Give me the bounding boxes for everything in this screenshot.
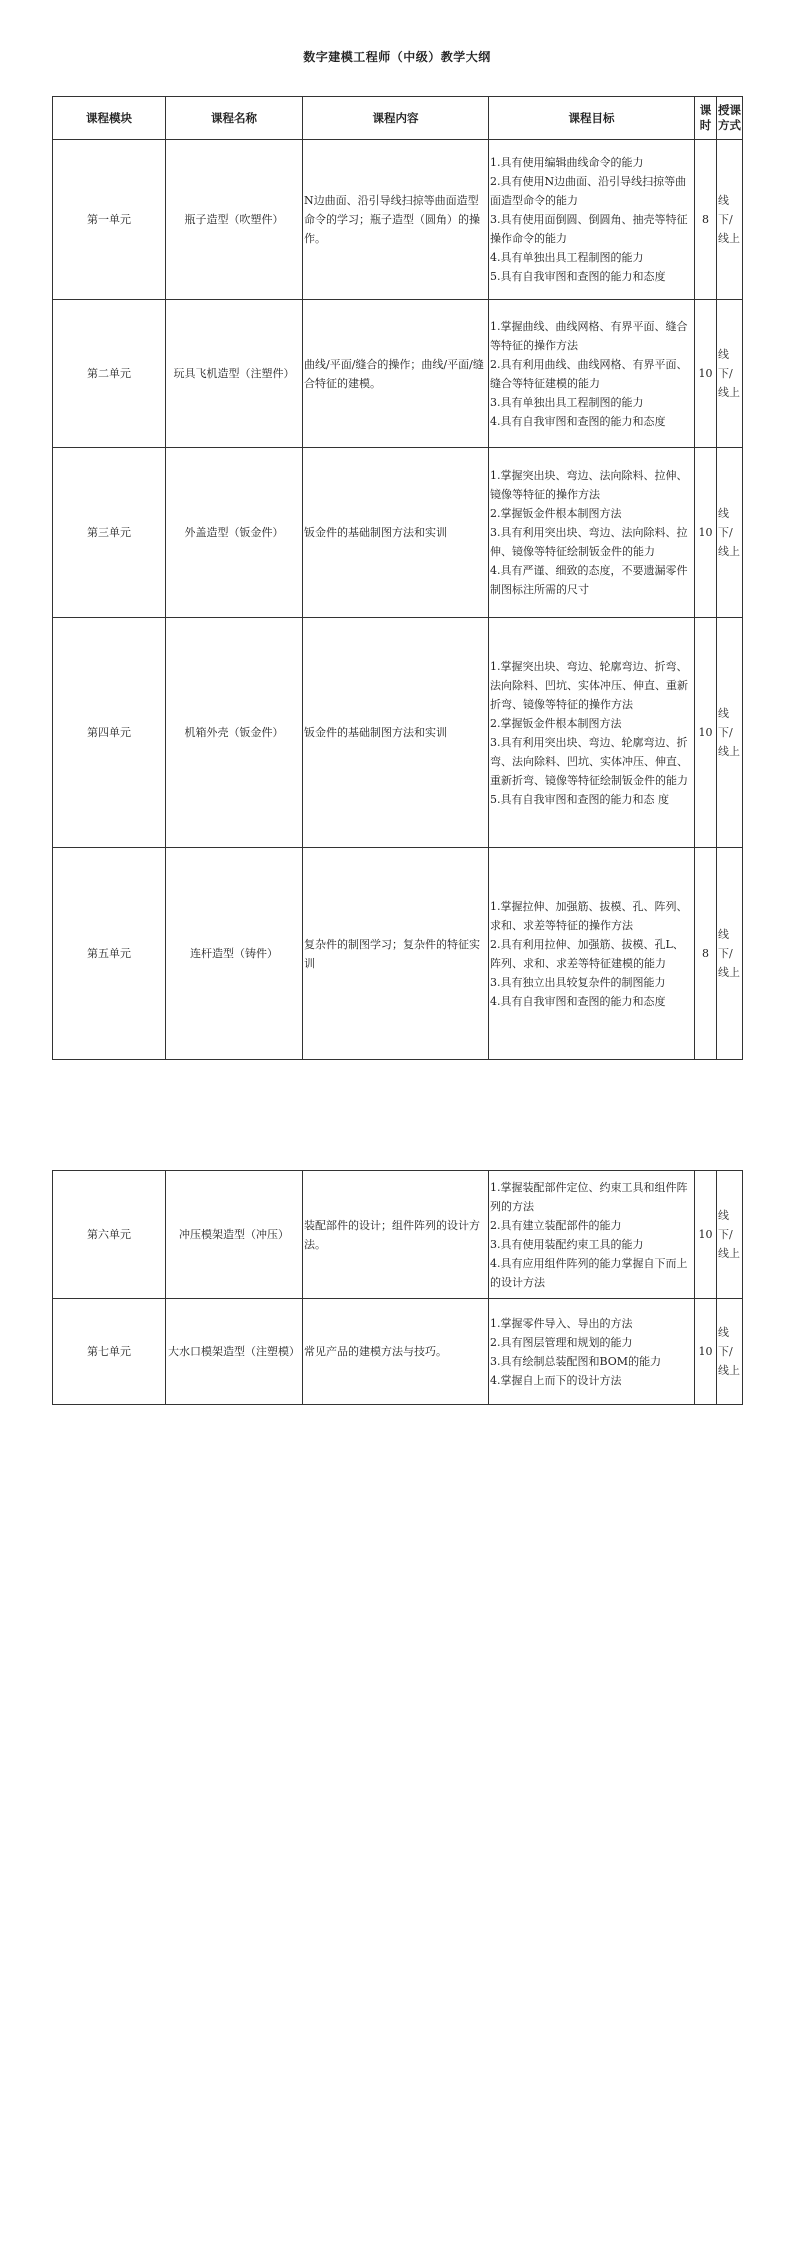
header-course-name: 课程名称 bbox=[166, 97, 303, 140]
course-goals-cell bbox=[489, 448, 695, 618]
table-header-row bbox=[53, 97, 743, 140]
goal-item: 1.掌握曲线、曲线网格、有界平面、缝合等特征的操作方法 bbox=[490, 319, 688, 352]
course-goals-cell bbox=[489, 140, 695, 300]
goal-item: 1.掌握零件导入、导出的方法 bbox=[490, 1316, 633, 1330]
goal-item: 4.具有自我审图和查图的能力和态度 bbox=[490, 414, 666, 428]
goal-item: 1.掌握突出块、弯边、轮廓弯边、折弯、法向除料、凹坑、实体冲压、伸直、重新折弯、镜像等特征的操作方法 bbox=[490, 659, 688, 711]
goal-item: 1.掌握装配部件定位、约束工具和组件阵列的方法 bbox=[490, 1180, 688, 1213]
goal-item: 4.掌握自上而下的设计方法 bbox=[490, 1373, 622, 1387]
course-name-cell: 瓶子造型（吹塑件） bbox=[166, 140, 303, 300]
hours-cell: 10 bbox=[695, 448, 717, 618]
document-title: 数字建模工程师（中级）教学大纲 bbox=[303, 50, 491, 64]
course-content-cell: 曲线/平面/缝合的操作；曲线/平面/缝合特征的建模。 bbox=[303, 300, 489, 448]
goal-item: 5.具有自我审图和查图的能力和态度 bbox=[490, 270, 666, 283]
goal-item: 3.具有使用面倒圆、倒圆角、抽壳等特征操作命令的能力 bbox=[490, 213, 688, 245]
course-goals-cell bbox=[489, 300, 695, 448]
course-name-cell: 大水口模架造型（注塑模） bbox=[166, 1299, 303, 1405]
header-module: 课程模块 bbox=[53, 97, 166, 140]
module-cell: 第七单元 bbox=[53, 1299, 166, 1405]
method-cell: 线下/线上 bbox=[717, 140, 743, 300]
module-cell: 第一单元 bbox=[53, 140, 166, 300]
course-goals-cell bbox=[489, 618, 695, 848]
module-cell: 第三单元 bbox=[53, 448, 166, 618]
table-body-part-2 bbox=[53, 1171, 743, 1405]
course-name-cell: 玩具飞机造型（注塑件） bbox=[166, 300, 303, 448]
table-row bbox=[53, 140, 743, 300]
goal-item: 1.掌握突出块、弯边、法向除料、拉伸、镜像等特征的操作方法 bbox=[490, 469, 688, 501]
table-row bbox=[53, 618, 743, 848]
goal-item: 5.具有自我审图和查图的能力和态 度 bbox=[490, 792, 669, 806]
method-cell: 线下/线上 bbox=[717, 448, 743, 618]
syllabus-table-part-2 bbox=[52, 1170, 743, 1405]
hours-cell: 10 bbox=[695, 300, 717, 448]
method-cell: 线下/线上 bbox=[717, 618, 743, 848]
goal-item: 2.具有利用拉伸、加强筋、拔模、孔L、阵列、求和、求差等特征建模的能力 bbox=[490, 937, 684, 970]
goal-item: 3.具有绘制总装配图和BOM的能力 bbox=[490, 1354, 662, 1368]
course-content-cell: 钣金件的基础制图方法和实训 bbox=[303, 448, 489, 618]
module-cell: 第二单元 bbox=[53, 300, 166, 448]
hours-cell: 8 bbox=[695, 140, 717, 300]
course-content-cell: N边曲面、沿引导线扫掠等曲面造型命令的学习；瓶子造型（圆角）的操作。 bbox=[303, 140, 489, 300]
course-goals-cell bbox=[489, 848, 695, 1060]
table-row bbox=[53, 1171, 743, 1299]
goal-item: 1.掌握拉伸、加强筋、拔模、孔、阵列、求和、求差等特征的操作方法 bbox=[490, 899, 688, 932]
method-cell: 线下/线上 bbox=[717, 1299, 743, 1405]
method-cell: 线下/线上 bbox=[717, 848, 743, 1060]
course-name-cell: 外盖造型（钣金件） bbox=[166, 448, 303, 618]
course-name-cell: 冲压模架造型（冲压） bbox=[166, 1171, 303, 1299]
goal-item: 1.具有使用编辑曲线命令的能力 bbox=[490, 156, 644, 169]
hours-cell: 10 bbox=[695, 1171, 717, 1299]
goal-item: 3.具有独立出具较复杂件的制图能力 bbox=[490, 975, 666, 989]
goal-item: 4.具有单独出具工程制图的能力 bbox=[490, 251, 644, 264]
course-goals-cell bbox=[489, 1171, 695, 1299]
header-course-goals: 课程目标 bbox=[489, 97, 695, 140]
goal-item: 2.掌握钣金件根本制图方法 bbox=[490, 716, 622, 730]
table-body-part-1 bbox=[53, 140, 743, 1060]
hours-cell: 10 bbox=[695, 618, 717, 848]
header-hours: 课时 bbox=[695, 97, 717, 140]
table-row bbox=[53, 300, 743, 448]
course-content-cell: 钣金件的基础制图方法和实训 bbox=[303, 618, 489, 848]
hours-cell: 8 bbox=[695, 848, 717, 1060]
module-cell: 第四单元 bbox=[53, 618, 166, 848]
module-cell: 第五单元 bbox=[53, 848, 166, 1060]
module-cell: 第六单元 bbox=[53, 1171, 166, 1299]
goal-item: 3.具有单独出具工程制图的能力 bbox=[490, 395, 644, 409]
goal-item: 4.具有应用组件阵列的能力掌握自下而上的设计方法 bbox=[490, 1256, 688, 1289]
goal-item: 2.具有利用曲线、曲线网格、有界平面、缝合等特征建模的能力 bbox=[490, 357, 688, 390]
header-course-content: 课程内容 bbox=[303, 97, 489, 140]
method-cell: 线下/线上 bbox=[717, 1171, 743, 1299]
goal-item: 4.具有自我审图和查图的能力和态度 bbox=[490, 994, 666, 1008]
course-content-cell: 复杂件的制图学习；复杂件的特征实训 bbox=[303, 848, 489, 1060]
table-row bbox=[53, 448, 743, 618]
goal-item: 3.具有利用突出块、弯边、法向除料、拉伸、镜像等特征绘制钣金件的能力 bbox=[490, 526, 688, 558]
goal-item: 2.具有图层管理和规划的能力 bbox=[490, 1335, 633, 1349]
goal-item: 4.具有严谨、细致的态度，不要遗漏零件制图标注所需的尺寸 bbox=[490, 564, 688, 596]
goal-item: 3.具有使用装配约束工具的能力 bbox=[490, 1237, 644, 1251]
syllabus-table-part-1 bbox=[52, 96, 743, 1060]
table-row bbox=[53, 848, 743, 1060]
table-row bbox=[53, 1299, 743, 1405]
course-content-cell: 常见产品的建模方法与技巧。 bbox=[303, 1299, 489, 1405]
method-cell: 线下/线上 bbox=[717, 300, 743, 448]
goal-item: 2.具有建立装配部件的能力 bbox=[490, 1218, 622, 1232]
course-name-cell: 连杆造型（铸件） bbox=[166, 848, 303, 1060]
hours-cell: 10 bbox=[695, 1299, 717, 1405]
goal-item: 3.具有利用突出块、弯边、轮廓弯边、折弯、法向除料、凹坑、实体冲压、伸直、重新折弯、镜像等特征绘制钣金件的能力 bbox=[490, 735, 688, 787]
course-goals-cell bbox=[489, 1299, 695, 1405]
goal-item: 2.具有使用N边曲面、沿引导线扫掠等曲面造型命令的能力 bbox=[490, 175, 687, 207]
course-content-cell: 装配部件的设计；组件阵列的设计方法。 bbox=[303, 1171, 489, 1299]
course-name-cell: 机箱外壳（钣金件） bbox=[166, 618, 303, 848]
goal-item: 2.掌握钣金件根本制图方法 bbox=[490, 507, 622, 520]
header-method: 授课方式 bbox=[717, 97, 743, 140]
